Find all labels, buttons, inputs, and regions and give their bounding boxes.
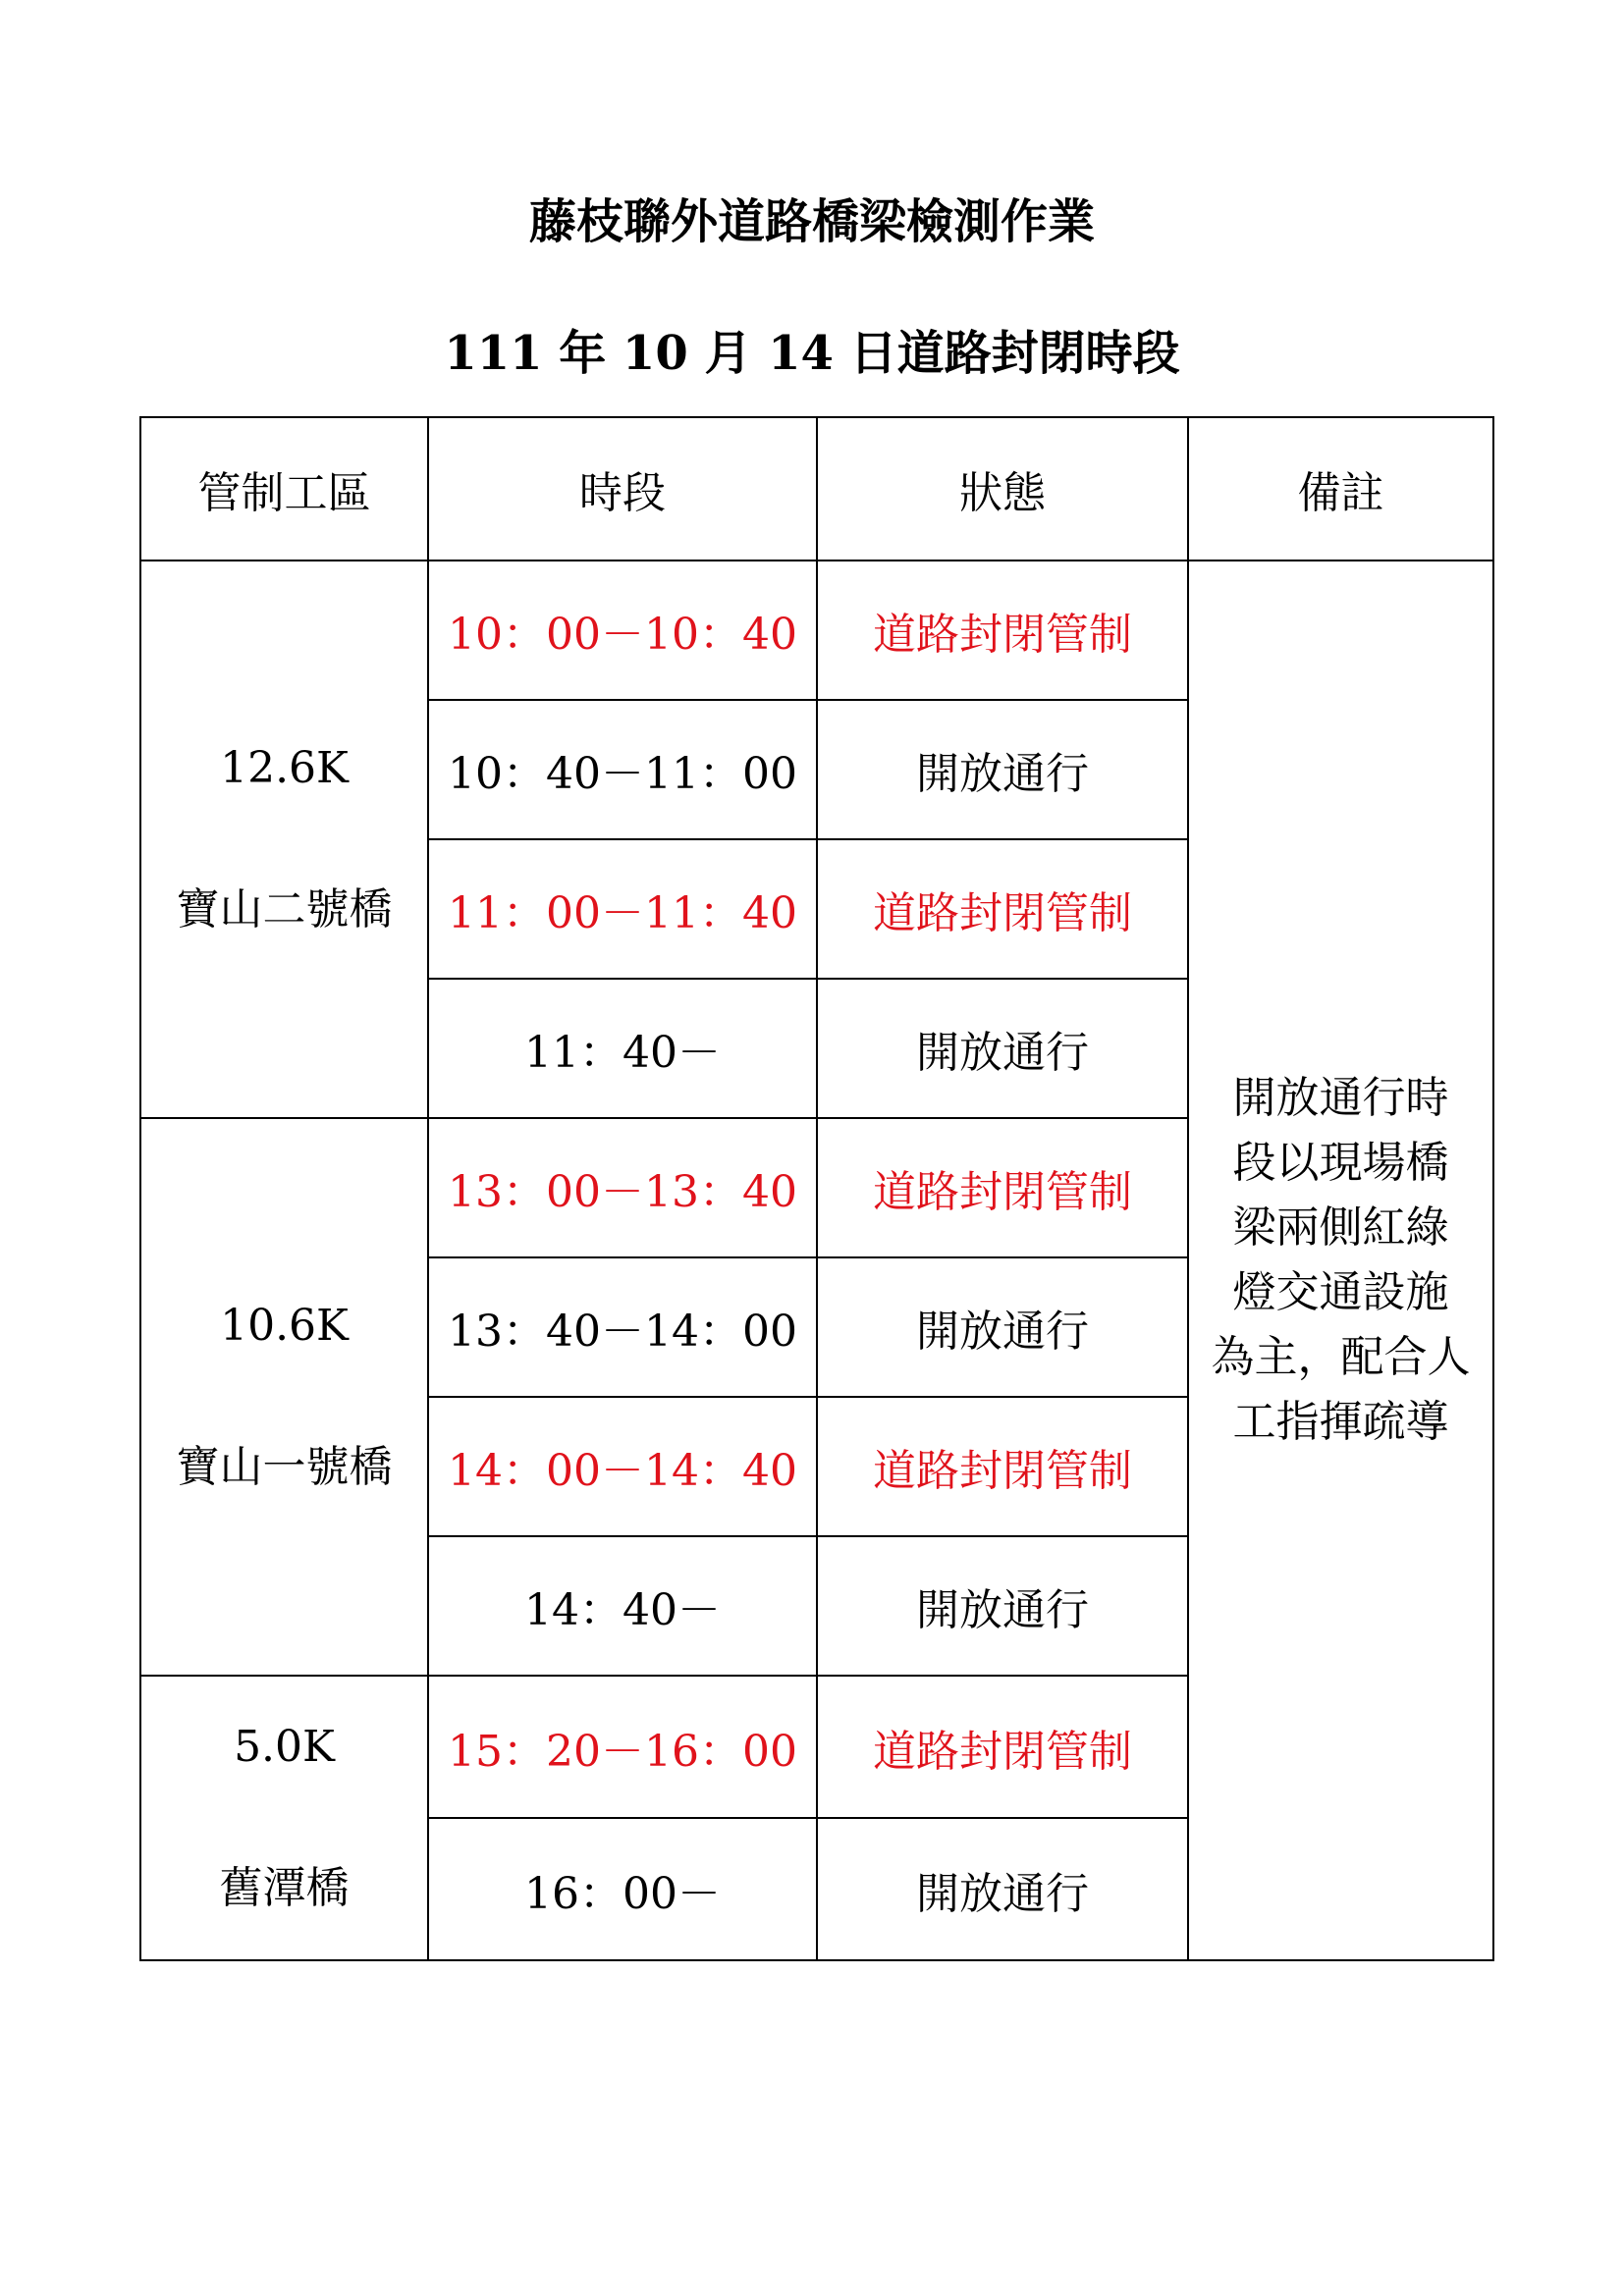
time-cell: 10：40－11：00: [428, 700, 817, 839]
status-cell: 開放通行: [817, 1818, 1188, 1960]
area-cell-jiu-tan: [140, 1676, 428, 1960]
status-cell: 道路封閉管制: [817, 1676, 1188, 1818]
area-km: 12.6K: [220, 743, 349, 793]
area-bridge: 寶山一號橋: [176, 1442, 393, 1492]
table-header-row: [140, 417, 1493, 561]
note-line: 梁兩側紅綠: [1232, 1202, 1449, 1253]
table-row: [140, 561, 1493, 700]
note-line: 段以現場橋: [1232, 1138, 1449, 1188]
time-cell: 16：00－: [428, 1818, 817, 1960]
note-line: 燈交通設施: [1232, 1267, 1449, 1317]
area-bridge: 寶山二號橋: [176, 884, 393, 934]
area-km: 5.0K: [234, 1722, 335, 1772]
area-km: 10.6K: [220, 1301, 349, 1351]
status-cell: 道路封閉管制: [817, 1118, 1188, 1257]
closure-schedule-table: [139, 416, 1494, 1961]
status-cell: 開放通行: [817, 979, 1188, 1118]
note-line: 工指揮疏導: [1232, 1397, 1449, 1447]
time-cell: 13：00－13：40: [428, 1118, 817, 1257]
time-cell: 13：40－14：00: [428, 1257, 817, 1397]
header-time: 時段: [428, 417, 817, 561]
document-title: 藤枝聯外道路橋梁檢測作業: [528, 194, 1095, 249]
time-cell: 11：40－: [428, 979, 817, 1118]
area-cell-bao-shan-1: [140, 1118, 428, 1676]
note-line: 開放通行時: [1232, 1073, 1449, 1123]
status-cell: 開放通行: [817, 1257, 1188, 1397]
header-status: 狀態: [817, 417, 1188, 561]
status-cell: 開放通行: [817, 1536, 1188, 1676]
area-cell-bao-shan-2: [140, 561, 428, 1118]
time-cell: 14：00－14：40: [428, 1397, 817, 1536]
note-cell: [1188, 561, 1493, 1960]
time-cell: 11：00－11：40: [428, 839, 817, 979]
document-subtitle: 111 年 10 月 14 日道路封閉時段: [444, 326, 1180, 381]
header-area: 管制工區: [140, 417, 428, 561]
status-cell: 開放通行: [817, 700, 1188, 839]
status-cell: 道路封閉管制: [817, 1397, 1188, 1536]
note-line: 為主，配合人: [1211, 1332, 1471, 1382]
status-cell: 道路封閉管制: [817, 561, 1188, 700]
header-note: 備註: [1188, 417, 1493, 561]
status-cell: 道路封閉管制: [817, 839, 1188, 979]
time-cell: 15：20－16：00: [428, 1676, 817, 1818]
area-bridge: 舊潭橋: [219, 1863, 350, 1913]
time-cell: 14：40－: [428, 1536, 817, 1676]
time-cell: 10：00－10：40: [428, 561, 817, 700]
